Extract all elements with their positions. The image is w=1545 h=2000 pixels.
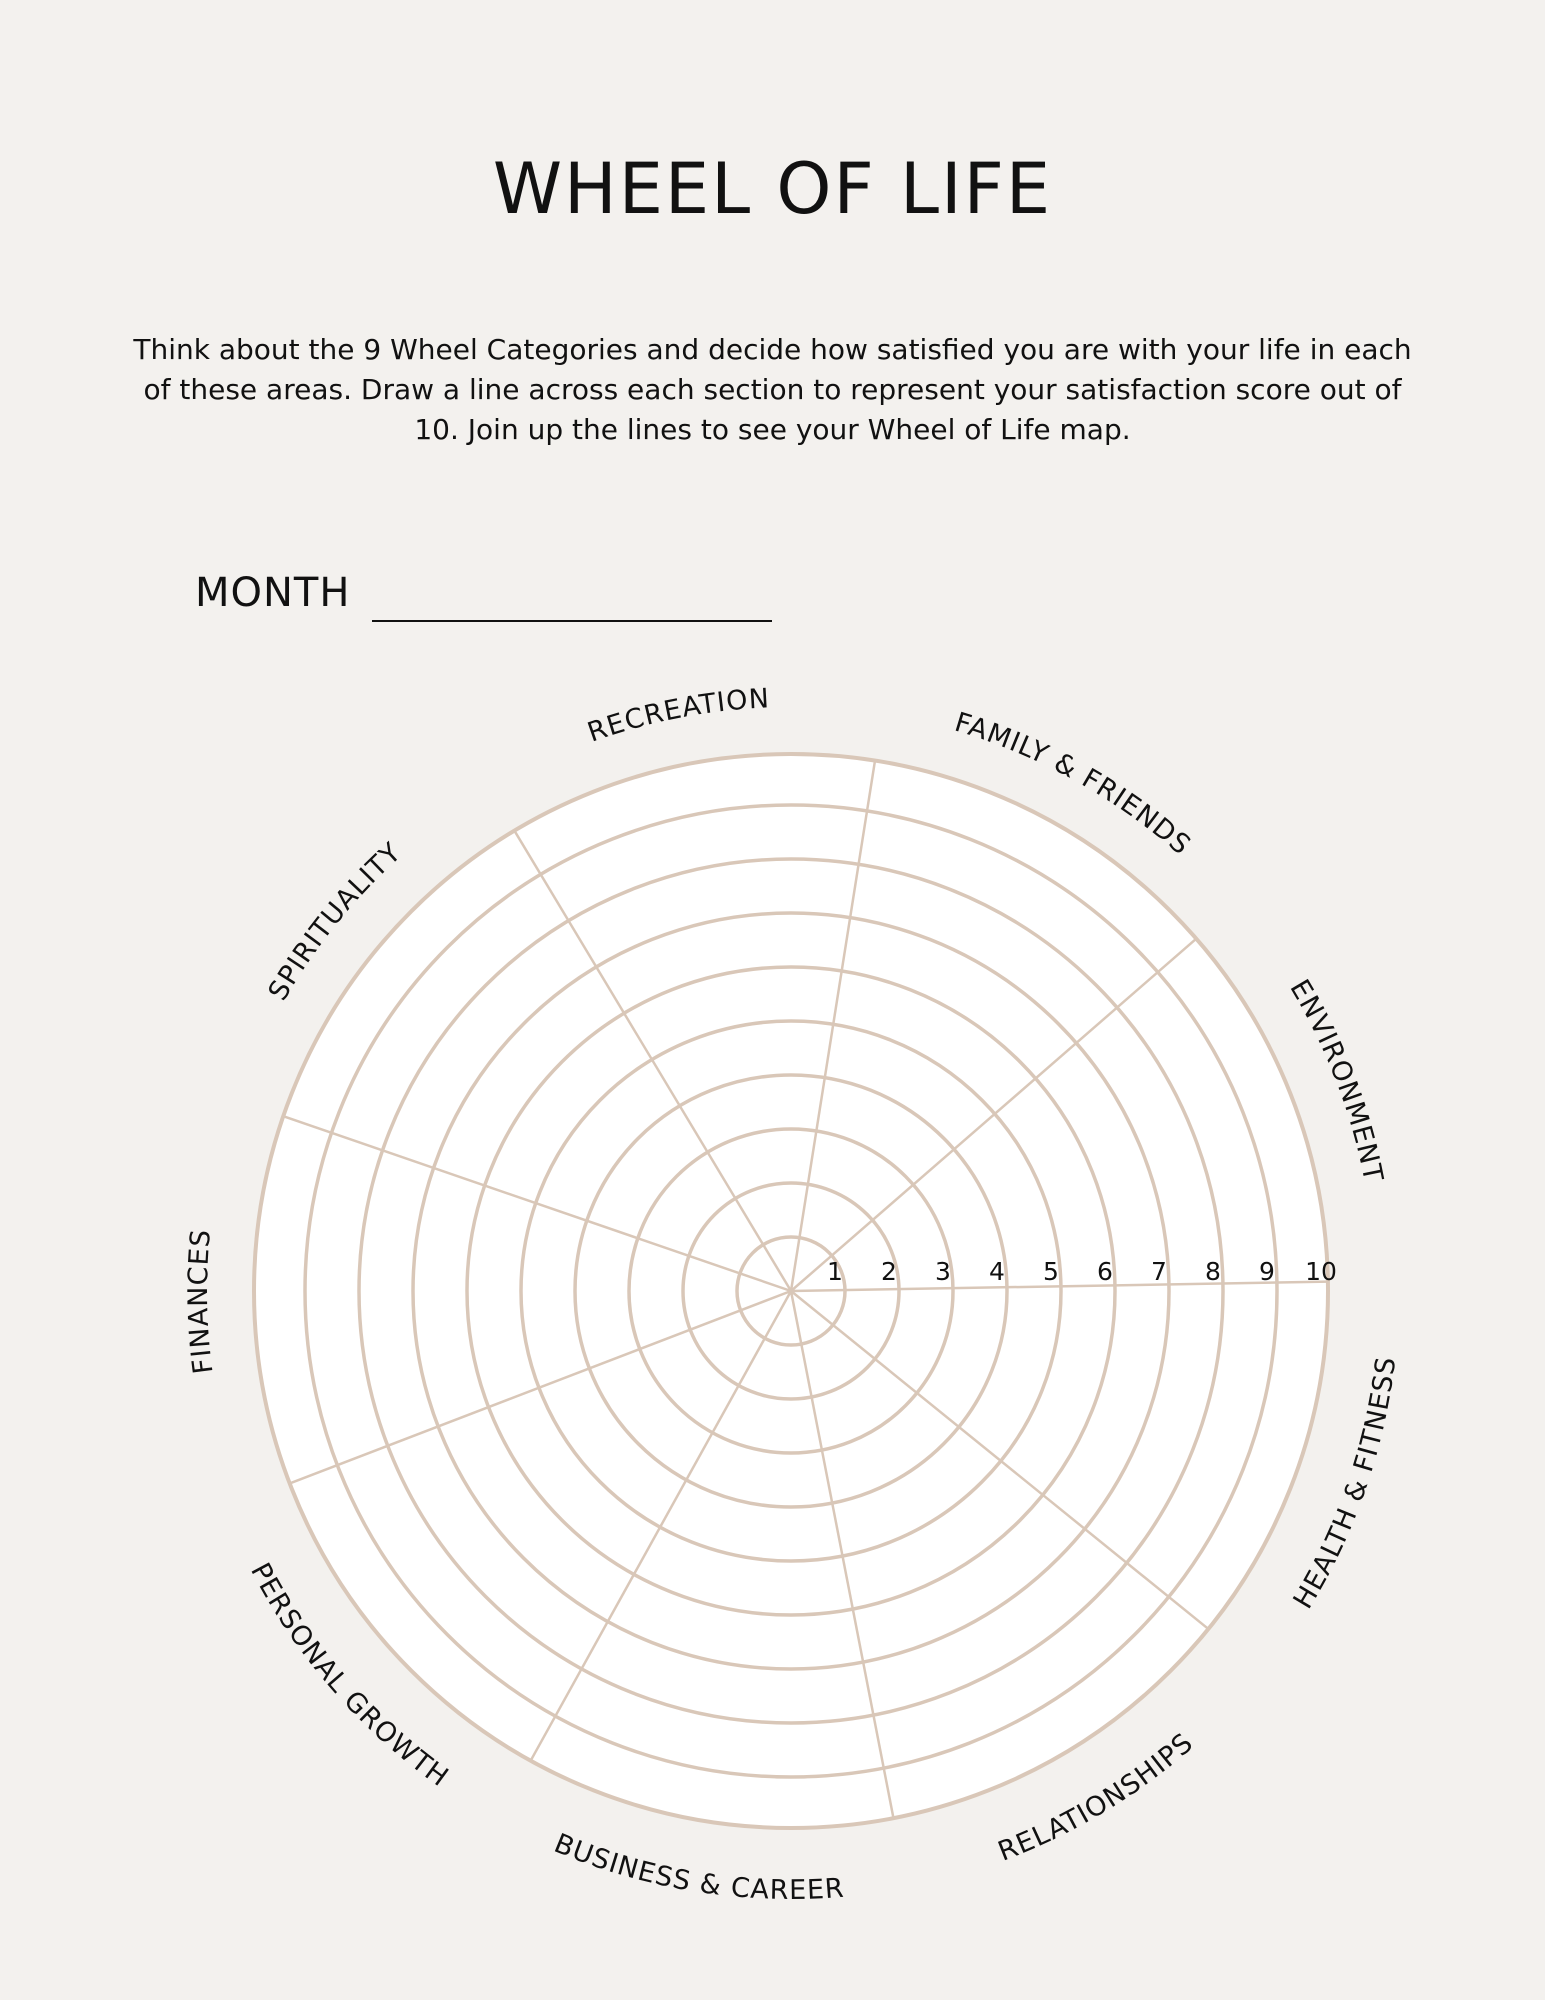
scale-label-1: 1 bbox=[827, 1257, 843, 1286]
category-label-finances: FINANCES bbox=[182, 1227, 220, 1376]
page-title: WHEEL OF LIFE bbox=[492, 148, 1053, 230]
scale-label-5: 5 bbox=[1043, 1257, 1059, 1286]
scale-label-7: 7 bbox=[1151, 1257, 1167, 1286]
category-label-business-career: BUSINESS & CAREER bbox=[549, 1828, 846, 1907]
scale-label-3: 3 bbox=[935, 1257, 951, 1286]
scale-label-8: 8 bbox=[1205, 1257, 1221, 1286]
scale-label-4: 4 bbox=[989, 1257, 1005, 1286]
category-label-personal-growth: PERSONAL GROWTH bbox=[244, 1557, 455, 1794]
category-label-recreation: RECREATION bbox=[583, 683, 771, 749]
category-label-relationships: RELATIONSHIPS bbox=[993, 1727, 1200, 1868]
category-label-environment: ENVIRONMENT bbox=[1283, 974, 1389, 1186]
scale-label-2: 2 bbox=[881, 1257, 897, 1286]
category-label-family-friends: FAMILY & FRIENDS bbox=[951, 706, 1197, 862]
scale-label-10: 10 bbox=[1305, 1257, 1337, 1286]
month-label: MONTH bbox=[195, 570, 351, 616]
category-label-health-fitness: HEALTH & FITNESS bbox=[1287, 1354, 1403, 1615]
scale-label-9: 9 bbox=[1259, 1257, 1275, 1286]
scale-label-6: 6 bbox=[1097, 1257, 1113, 1286]
instructions-text: Think about the 9 Wheel Categories and decide how satisfied you are with your life in each of these areas. Draw a line across each section to represent your satisfaction score out of 10. Join up the lines to see your Wheel of Life map. bbox=[133, 333, 1412, 446]
category-label-spirituality: SPIRITUALITY bbox=[262, 836, 408, 1006]
